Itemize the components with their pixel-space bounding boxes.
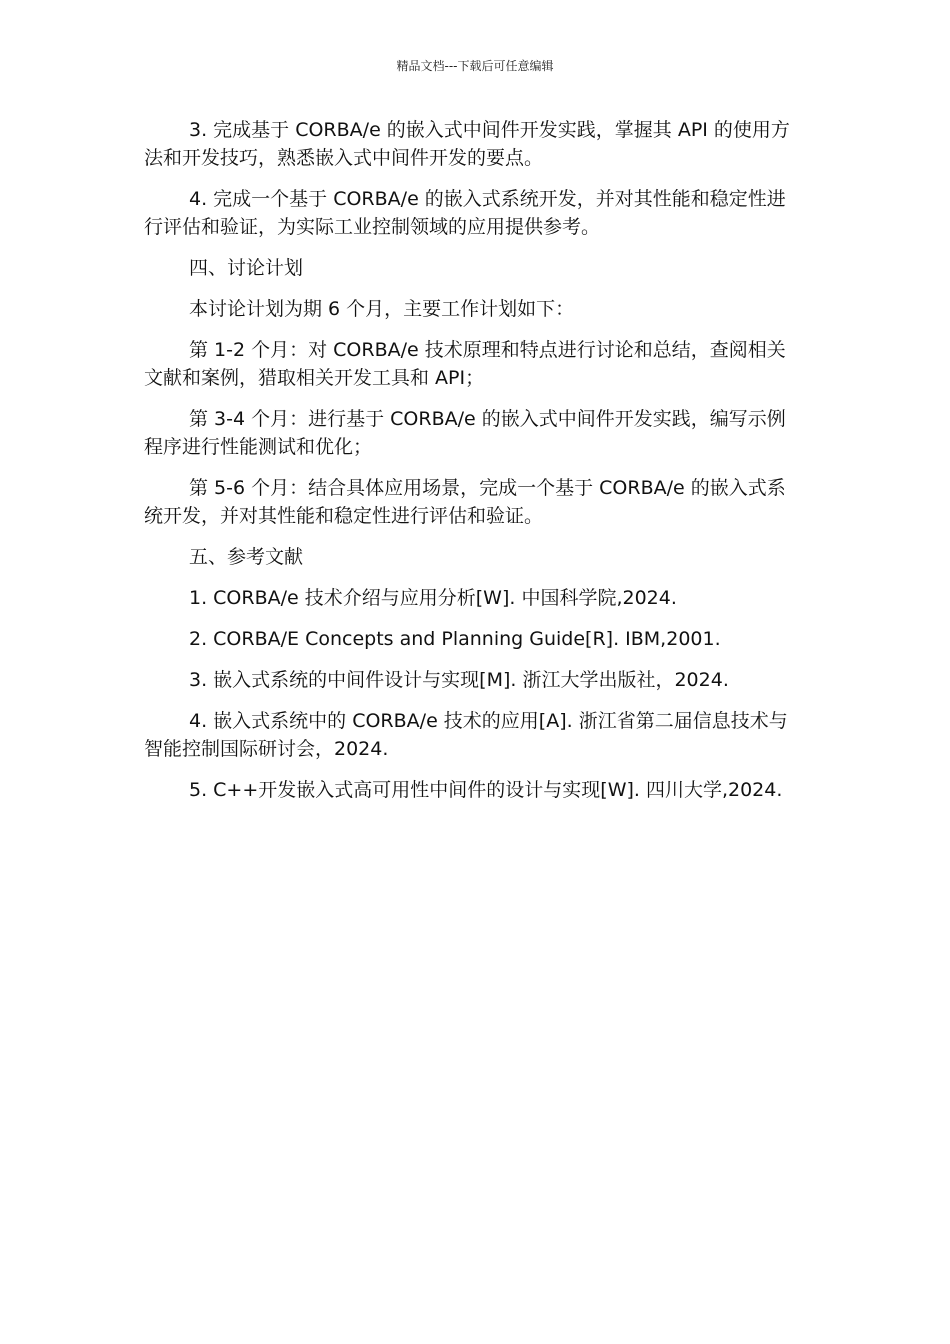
reference-item-2: 2. CORBA/E Concepts and Planning Guide[R]. IBM,2001. xyxy=(189,628,721,650)
reference-item-5: 5. C++开发嵌入式高可用性中间件的设计与实现[W]. 四川大学,2024. xyxy=(189,779,783,801)
document-body xyxy=(144,116,798,817)
plan-intro: 本讨论计划为期 6 个月，主要工作计划如下： xyxy=(189,298,575,320)
section-heading-plan: 四、讨论计划 xyxy=(189,257,304,279)
plan-item-months-1-2: 第 1-2 个月：对 CORBA/e 技术原理和特点进行讨论和总结，查阅相关文献和案例，猎取相关开发工具和 API； xyxy=(144,339,786,389)
goal-item-4: 4. 完成一个基于 CORBA/e 的嵌入式系统开发，并对其性能和稳定性进行评估和验证，为实际工业控制领域的应用提供参考。 xyxy=(144,188,786,238)
plan-item-months-5-6: 第 5-6 个月：结合具体应用场景，完成一个基于 CORBA/e 的嵌入式系统开发，并对其性能和稳定性进行评估和验证。 xyxy=(144,477,786,527)
reference-item-3: 3. 嵌入式系统的中间件设计与实现[M]. 浙江大学出版社，2024. xyxy=(189,669,729,691)
section-heading-references: 五、参考文献 xyxy=(189,546,304,568)
page-header: 精品文档---下载后可任意编辑 xyxy=(396,59,554,73)
plan-item-months-3-4: 第 3-4 个月：进行基于 CORBA/e 的嵌入式中间件开发实践，编写示例程序进行性能测试和优化； xyxy=(144,408,786,458)
goal-item-3: 3. 完成基于 CORBA/e 的嵌入式中间件开发实践，掌握其 API 的使用方法和开发技巧，熟悉嵌入式中间件开发的要点。 xyxy=(144,119,790,169)
reference-item-4: 4. 嵌入式系统中的 CORBA/e 技术的应用[A]. 浙江省第二届信息技术与智能控制国际研讨会，2024. xyxy=(144,710,788,760)
reference-item-1: 1. CORBA/e 技术介绍与应用分析[W]. 中国科学院,2024. xyxy=(189,587,677,609)
